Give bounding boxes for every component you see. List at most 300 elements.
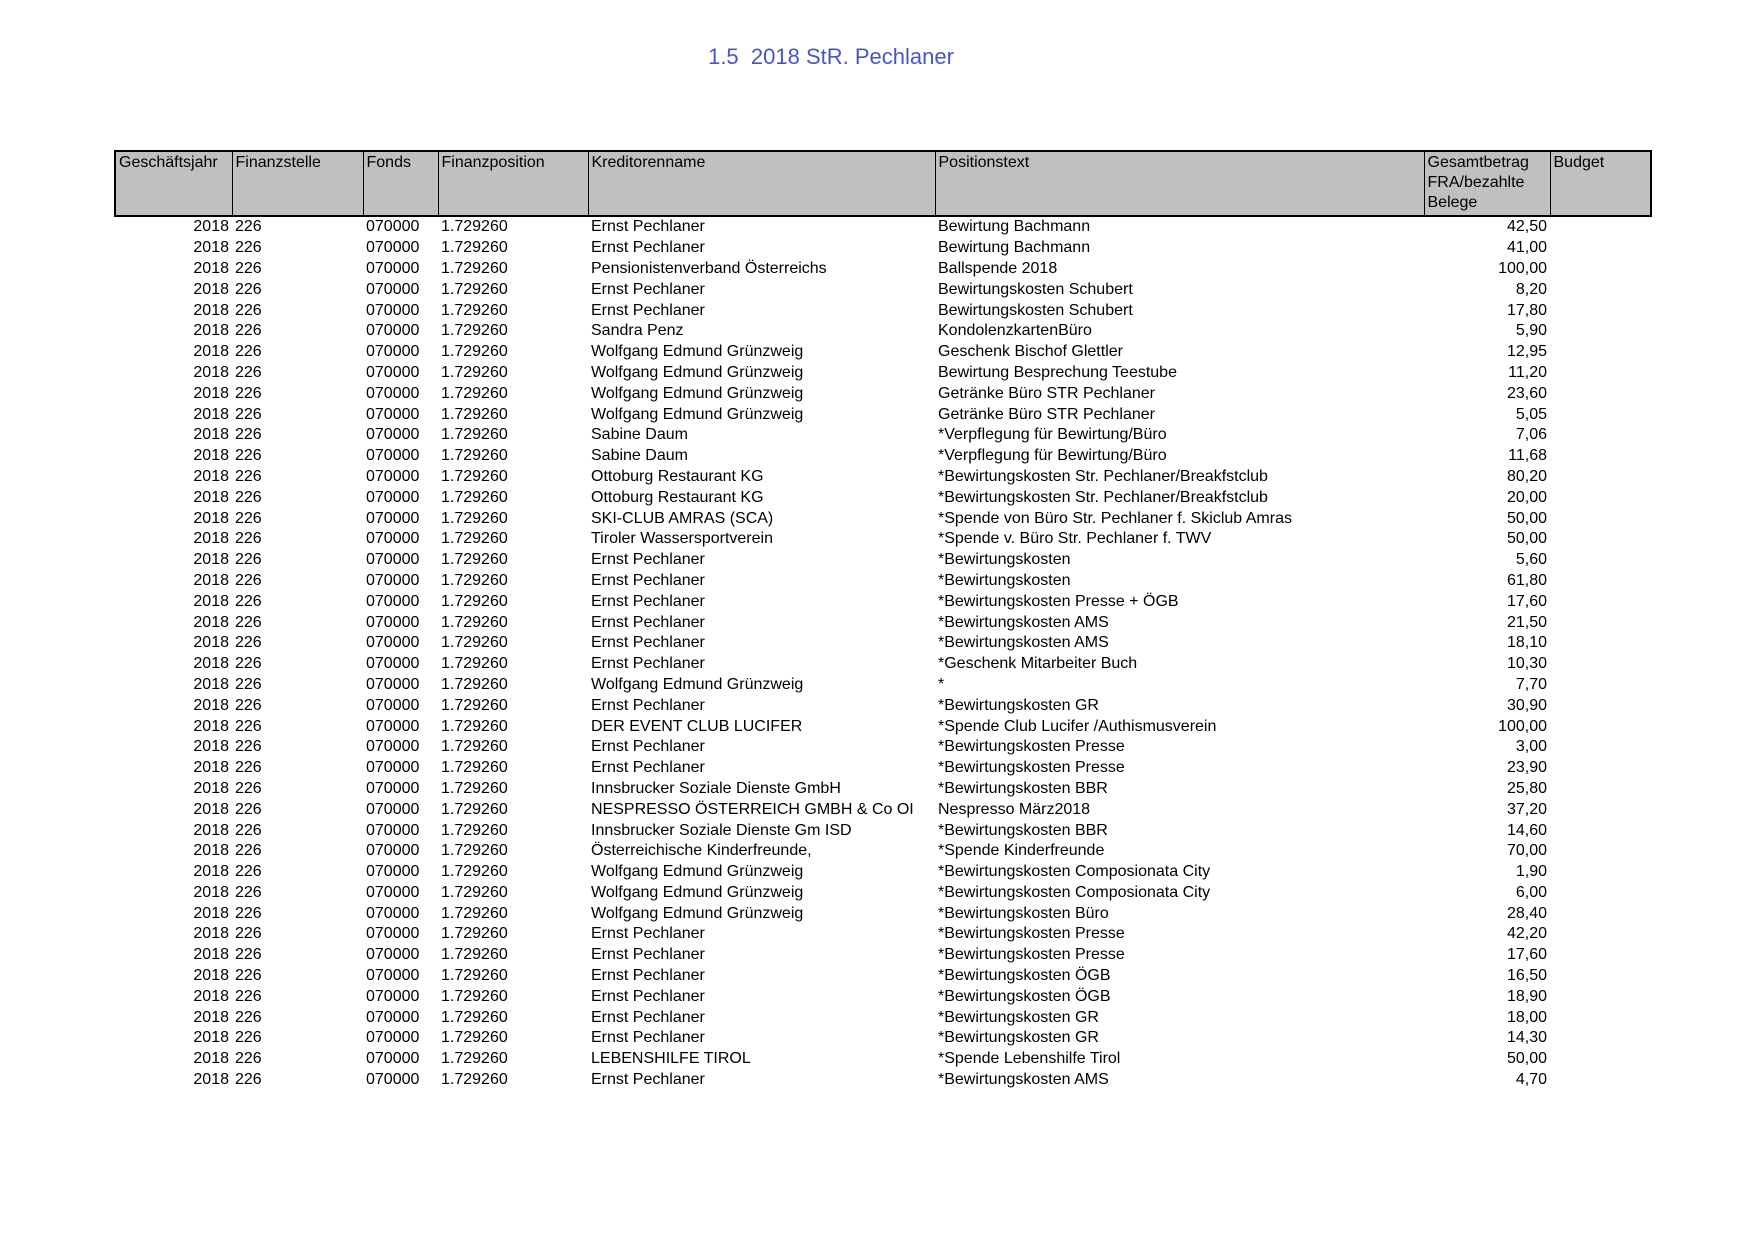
cell-geschaeftsjahr: 2018 [193, 613, 229, 631]
cell-budget [1550, 779, 1651, 800]
cell-fonds: 070000 [366, 259, 420, 277]
cell-finanzposition: 1.729260 [441, 863, 508, 881]
cell-positionstext: *Bewirtungskosten GR [938, 696, 1099, 714]
cell-fonds: 070000 [366, 738, 420, 756]
cell-gesamtbetrag: 10,30 [1506, 655, 1547, 673]
cell-budget [1550, 883, 1651, 904]
table-row [115, 883, 1651, 904]
cell-finanzstelle: 226 [235, 301, 262, 319]
cell-gesamtbetrag: 1,90 [1515, 863, 1547, 881]
cell-kreditorenname: Wolfgang Edmund Grünzweig [591, 675, 804, 693]
cell-budget [1550, 591, 1651, 612]
cell-finanzposition: 1.729260 [441, 322, 508, 340]
cell-finanzposition: 1.729260 [441, 488, 508, 506]
cell-fonds: 070000 [366, 1050, 420, 1068]
cell-fonds: 070000 [366, 613, 420, 631]
cell-geschaeftsjahr: 2018 [193, 738, 229, 756]
cell-gesamtbetrag: 28,40 [1506, 904, 1547, 922]
cell-finanzstelle: 226 [235, 800, 262, 818]
table-row [115, 737, 1651, 758]
cell-budget [1550, 945, 1651, 966]
cell-positionstext: *Spende Kinderfreunde [938, 842, 1105, 860]
cell-geschaeftsjahr: 2018 [193, 759, 229, 777]
cell-gesamtbetrag: 20,00 [1506, 488, 1547, 506]
cell-finanzposition: 1.729260 [441, 405, 508, 423]
cell-gesamtbetrag: 3,00 [1515, 738, 1547, 756]
cell-finanzposition: 1.729260 [441, 530, 508, 548]
cell-kreditorenname: Ernst Pechlaner [591, 592, 705, 610]
cell-finanzstelle: 226 [235, 883, 262, 901]
table-row [115, 862, 1651, 883]
cell-budget [1550, 862, 1651, 883]
cell-fonds: 070000 [366, 925, 420, 943]
table-row [115, 404, 1651, 425]
cell-budget [1550, 716, 1651, 737]
cell-geschaeftsjahr: 2018 [193, 405, 229, 423]
cell-gesamtbetrag: 18,00 [1506, 1008, 1547, 1026]
cell-finanzstelle: 226 [235, 696, 262, 714]
cell-positionstext: Nespresso März2018 [938, 800, 1091, 818]
cell-budget [1550, 446, 1651, 467]
cell-fonds: 070000 [366, 946, 420, 964]
table-row [115, 342, 1651, 363]
cell-fonds: 070000 [366, 530, 420, 548]
cell-fonds: 070000 [366, 592, 420, 610]
cell-fonds: 070000 [366, 821, 420, 839]
cell-fonds: 070000 [366, 675, 420, 693]
cell-finanzposition: 1.729260 [441, 426, 508, 444]
table-row [115, 945, 1651, 966]
table-row [115, 279, 1651, 300]
cell-fonds: 070000 [366, 1029, 420, 1047]
cell-finanzstelle: 226 [235, 488, 262, 506]
table-row [115, 675, 1651, 696]
cell-finanzstelle: 226 [235, 863, 262, 881]
table-row [115, 238, 1651, 259]
cell-geschaeftsjahr: 2018 [193, 447, 229, 465]
cell-positionstext: *Spende von Büro Str. Pechlaner f. Skiclub Amras [938, 509, 1292, 527]
cell-geschaeftsjahr: 2018 [193, 363, 229, 381]
cell-finanzstelle: 226 [235, 530, 262, 548]
cell-kreditorenname: Tiroler Wassersportverein [591, 530, 773, 548]
cell-finanzstelle: 226 [235, 946, 262, 964]
column-header-gesamtbetrag: Gesamtbetrag FRA/bezahlte Belege [1424, 151, 1550, 216]
cell-finanzposition: 1.729260 [441, 592, 508, 610]
cell-budget [1550, 550, 1651, 571]
cell-geschaeftsjahr: 2018 [193, 696, 229, 714]
cell-geschaeftsjahr: 2018 [193, 301, 229, 319]
cell-gesamtbetrag: 17,60 [1506, 592, 1547, 610]
cell-positionstext: Getränke Büro STR Pechlaner [938, 384, 1155, 402]
cell-budget [1550, 612, 1651, 633]
cell-finanzstelle: 226 [235, 717, 262, 735]
cell-kreditorenname: DER EVENT CLUB LUCIFER [591, 717, 803, 735]
cell-finanzstelle: 226 [235, 738, 262, 756]
cell-kreditorenname: SKI-CLUB AMRAS (SCA) [591, 509, 774, 527]
cell-budget [1550, 342, 1651, 363]
cell-geschaeftsjahr: 2018 [193, 987, 229, 1005]
cell-finanzstelle: 226 [235, 967, 262, 985]
cell-finanzstelle: 226 [235, 426, 262, 444]
table-row [115, 300, 1651, 321]
table-row [115, 425, 1651, 446]
cell-finanzposition: 1.729260 [441, 717, 508, 735]
cell-positionstext: Getränke Büro STR Pechlaner [938, 405, 1155, 423]
cell-geschaeftsjahr: 2018 [193, 509, 229, 527]
cell-positionstext: *Bewirtungskosten BBR [938, 821, 1108, 839]
cell-positionstext: *Bewirtungskosten AMS [938, 613, 1109, 631]
cell-finanzstelle: 226 [235, 592, 262, 610]
cell-positionstext: *Bewirtungskosten [938, 551, 1071, 569]
cell-geschaeftsjahr: 2018 [193, 592, 229, 610]
cell-gesamtbetrag: 18,90 [1506, 987, 1547, 1005]
cell-kreditorenname: Ernst Pechlaner [591, 1008, 705, 1026]
cell-kreditorenname: Wolfgang Edmund Grünzweig [591, 343, 804, 361]
table-row [115, 259, 1651, 280]
cell-fonds: 070000 [366, 447, 420, 465]
cell-finanzstelle: 226 [235, 904, 262, 922]
cell-finanzposition: 1.729260 [441, 613, 508, 631]
cell-budget [1550, 654, 1651, 675]
table-row [115, 966, 1651, 987]
cell-positionstext: *Bewirtungskosten Composionata City [938, 863, 1211, 881]
cell-budget [1550, 695, 1651, 716]
cell-kreditorenname: Ernst Pechlaner [591, 239, 705, 257]
cell-positionstext: *Bewirtungskosten Presse [938, 946, 1125, 964]
table-row [115, 467, 1651, 488]
cell-budget [1550, 383, 1651, 404]
cell-gesamtbetrag: 21,50 [1506, 613, 1547, 631]
cell-finanzposition: 1.729260 [441, 551, 508, 569]
cell-kreditorenname: Wolfgang Edmund Grünzweig [591, 363, 804, 381]
cell-positionstext: *Bewirtungskosten Presse [938, 925, 1125, 943]
cell-geschaeftsjahr: 2018 [193, 800, 229, 818]
cell-fonds: 070000 [366, 696, 420, 714]
cell-fonds: 070000 [366, 717, 420, 735]
cell-fonds: 070000 [366, 280, 420, 298]
cell-budget [1550, 820, 1651, 841]
cell-gesamtbetrag: 42,20 [1506, 925, 1547, 943]
cell-positionstext: *Spende Club Lucifer /Authismusverein [938, 717, 1217, 735]
cell-budget [1550, 238, 1651, 259]
cell-kreditorenname: Ottoburg Restaurant KG [591, 467, 764, 485]
cell-gesamtbetrag: 5,60 [1515, 551, 1547, 569]
cell-finanzposition: 1.729260 [441, 571, 508, 589]
cell-kreditorenname: Wolfgang Edmund Grünzweig [591, 405, 804, 423]
cell-finanzstelle: 226 [235, 987, 262, 1005]
cell-budget [1550, 633, 1651, 654]
cell-positionstext: Ballspende 2018 [938, 259, 1058, 277]
cell-finanzposition: 1.729260 [441, 343, 508, 361]
cell-kreditorenname: Ernst Pechlaner [591, 738, 705, 756]
cell-positionstext: * [938, 675, 945, 693]
cell-finanzstelle: 226 [235, 821, 262, 839]
cell-kreditorenname: Innsbrucker Soziale Dienste GmbH [591, 779, 841, 797]
cell-finanzposition: 1.729260 [441, 675, 508, 693]
cell-kreditorenname: Ernst Pechlaner [591, 571, 705, 589]
cell-finanzposition: 1.729260 [441, 634, 508, 652]
cell-geschaeftsjahr: 2018 [193, 1050, 229, 1068]
cell-fonds: 070000 [366, 218, 420, 236]
cell-kreditorenname: LEBENSHILFE TIROL [591, 1050, 751, 1068]
cell-kreditorenname: Ernst Pechlaner [591, 301, 705, 319]
table-row [115, 529, 1651, 550]
cell-budget [1550, 1070, 1651, 1091]
cell-positionstext: *Spende Lebenshilfe Tirol [938, 1050, 1121, 1068]
cell-positionstext: *Bewirtungskosten ÖGB [938, 967, 1111, 985]
column-header-geschaeftsjahr: Geschäftsjahr [115, 151, 232, 216]
table-row [115, 321, 1651, 342]
cell-finanzposition: 1.729260 [441, 1071, 508, 1089]
cell-gesamtbetrag: 50,00 [1506, 1050, 1547, 1068]
cell-finanzposition: 1.729260 [441, 946, 508, 964]
cell-fonds: 070000 [366, 987, 420, 1005]
cell-finanzposition: 1.729260 [441, 696, 508, 714]
cell-fonds: 070000 [366, 301, 420, 319]
table-row [115, 903, 1651, 924]
cell-geschaeftsjahr: 2018 [193, 1029, 229, 1047]
cell-finanzstelle: 226 [235, 842, 262, 860]
cell-geschaeftsjahr: 2018 [193, 426, 229, 444]
cell-finanzstelle: 226 [235, 509, 262, 527]
cell-fonds: 070000 [366, 759, 420, 777]
cell-fonds: 070000 [366, 426, 420, 444]
cell-kreditorenname: Ernst Pechlaner [591, 655, 705, 673]
cell-positionstext: Bewirtung Besprechung Teestube [938, 363, 1177, 381]
cell-fonds: 070000 [366, 904, 420, 922]
cell-gesamtbetrag: 14,60 [1506, 821, 1547, 839]
cell-positionstext: *Bewirtungskosten AMS [938, 634, 1109, 652]
cell-positionstext: Bewirtung Bachmann [938, 218, 1091, 236]
table-row [115, 591, 1651, 612]
cell-fonds: 070000 [366, 571, 420, 589]
cell-fonds: 070000 [366, 467, 420, 485]
cell-kreditorenname: Ernst Pechlaner [591, 1029, 705, 1047]
cell-geschaeftsjahr: 2018 [193, 634, 229, 652]
cell-budget [1550, 903, 1651, 924]
cell-finanzstelle: 226 [235, 447, 262, 465]
cell-gesamtbetrag: 12,95 [1506, 343, 1547, 361]
cell-budget [1550, 259, 1651, 280]
cell-finanzposition: 1.729260 [441, 1008, 508, 1026]
cell-fonds: 070000 [366, 967, 420, 985]
cell-budget [1550, 487, 1651, 508]
cell-gesamtbetrag: 8,20 [1515, 280, 1547, 298]
cell-budget [1550, 675, 1651, 696]
cell-geschaeftsjahr: 2018 [193, 1008, 229, 1026]
cell-positionstext: *Bewirtungskosten BBR [938, 779, 1108, 797]
table-row [115, 924, 1651, 945]
cell-finanzstelle: 226 [235, 239, 262, 257]
cell-finanzposition: 1.729260 [441, 363, 508, 381]
table-row [115, 716, 1651, 737]
cell-finanzposition: 1.729260 [441, 779, 508, 797]
cell-fonds: 070000 [366, 239, 420, 257]
cell-geschaeftsjahr: 2018 [193, 655, 229, 673]
cell-budget [1550, 571, 1651, 592]
cell-fonds: 070000 [366, 655, 420, 673]
cell-geschaeftsjahr: 2018 [193, 1071, 229, 1089]
table-header-row [115, 151, 1651, 216]
cell-finanzposition: 1.729260 [441, 842, 508, 860]
cell-finanzstelle: 226 [235, 551, 262, 569]
cell-geschaeftsjahr: 2018 [193, 280, 229, 298]
table-row [115, 758, 1651, 779]
cell-gesamtbetrag: 16,50 [1506, 967, 1547, 985]
cell-kreditorenname: Österreichische Kinderfreunde, [591, 842, 812, 860]
cell-geschaeftsjahr: 2018 [193, 259, 229, 277]
cell-positionstext: Geschenk Bischof Glettler [938, 343, 1123, 361]
cell-positionstext: *Bewirtungskosten Str. Pechlaner/Breakfstclub [938, 467, 1268, 485]
table-row [115, 779, 1651, 800]
cell-budget [1550, 300, 1651, 321]
cell-fonds: 070000 [366, 363, 420, 381]
table-row [115, 363, 1651, 384]
cell-gesamtbetrag: 23,60 [1506, 384, 1547, 402]
table-row [115, 1049, 1651, 1070]
cell-fonds: 070000 [366, 509, 420, 527]
cell-budget [1550, 425, 1651, 446]
cell-finanzposition: 1.729260 [441, 738, 508, 756]
cell-positionstext: *Verpflegung für Bewirtung/Büro [938, 447, 1167, 465]
cell-gesamtbetrag: 5,05 [1515, 405, 1547, 423]
cell-finanzposition: 1.729260 [441, 904, 508, 922]
table-row [115, 383, 1651, 404]
cell-positionstext: *Bewirtungskosten GR [938, 1029, 1099, 1047]
cell-budget [1550, 279, 1651, 300]
cell-gesamtbetrag: 80,20 [1506, 467, 1547, 485]
cell-finanzposition: 1.729260 [441, 467, 508, 485]
cell-finanzstelle: 226 [235, 363, 262, 381]
cell-geschaeftsjahr: 2018 [193, 384, 229, 402]
column-header-kreditorenname: Kreditorenname [588, 151, 935, 216]
cell-finanzposition: 1.729260 [441, 800, 508, 818]
cell-budget [1550, 986, 1651, 1007]
cell-finanzposition: 1.729260 [441, 280, 508, 298]
cell-geschaeftsjahr: 2018 [193, 551, 229, 569]
cell-positionstext: *Bewirtungskosten Büro [938, 904, 1109, 922]
cell-kreditorenname: Wolfgang Edmund Grünzweig [591, 863, 804, 881]
table-row [115, 654, 1651, 675]
page-title: 1.5 2018 StR. Pechlaner [708, 44, 954, 69]
cell-gesamtbetrag: 25,80 [1506, 779, 1547, 797]
cell-kreditorenname: Ernst Pechlaner [591, 696, 705, 714]
cell-kreditorenname: Ernst Pechlaner [591, 759, 705, 777]
cell-budget [1550, 216, 1651, 238]
cell-geschaeftsjahr: 2018 [193, 239, 229, 257]
cell-budget [1550, 737, 1651, 758]
column-header-finanzposition: Finanzposition [438, 151, 588, 216]
cell-geschaeftsjahr: 2018 [193, 322, 229, 340]
cell-kreditorenname: Wolfgang Edmund Grünzweig [591, 883, 804, 901]
cell-fonds: 070000 [366, 779, 420, 797]
cell-geschaeftsjahr: 2018 [193, 821, 229, 839]
cell-finanzstelle: 226 [235, 1071, 262, 1089]
table-row [115, 695, 1651, 716]
cell-positionstext: *Bewirtungskosten Presse [938, 738, 1125, 756]
cell-finanzposition: 1.729260 [441, 218, 508, 236]
cell-finanzstelle: 226 [235, 779, 262, 797]
cell-fonds: 070000 [366, 1071, 420, 1089]
table-row [115, 571, 1651, 592]
cell-fonds: 070000 [366, 634, 420, 652]
cell-kreditorenname: Wolfgang Edmund Grünzweig [591, 384, 804, 402]
cell-kreditorenname: Wolfgang Edmund Grünzweig [591, 904, 804, 922]
cell-geschaeftsjahr: 2018 [193, 863, 229, 881]
table-row [115, 799, 1651, 820]
cell-kreditorenname: Ernst Pechlaner [591, 925, 705, 943]
table-row [115, 841, 1651, 862]
cell-finanzstelle: 226 [235, 1050, 262, 1068]
cell-fonds: 070000 [366, 800, 420, 818]
cell-fonds: 070000 [366, 863, 420, 881]
cell-kreditorenname: Sabine Daum [591, 426, 688, 444]
cell-geschaeftsjahr: 2018 [193, 571, 229, 589]
cell-finanzstelle: 226 [235, 925, 262, 943]
cell-budget [1550, 467, 1651, 488]
cell-gesamtbetrag: 17,60 [1506, 946, 1547, 964]
cell-finanzposition: 1.729260 [441, 384, 508, 402]
cell-kreditorenname: Ernst Pechlaner [591, 987, 705, 1005]
cell-budget [1550, 1007, 1651, 1028]
table-row [115, 487, 1651, 508]
cell-finanzstelle: 226 [235, 613, 262, 631]
cell-geschaeftsjahr: 2018 [193, 904, 229, 922]
cell-finanzstelle: 226 [235, 675, 262, 693]
table-row [115, 550, 1651, 571]
cell-kreditorenname: Ernst Pechlaner [591, 946, 705, 964]
cell-finanzposition: 1.729260 [441, 759, 508, 777]
cell-finanzposition: 1.729260 [441, 987, 508, 1005]
cell-gesamtbetrag: 6,00 [1515, 883, 1547, 901]
cell-gesamtbetrag: 100,00 [1498, 259, 1547, 277]
cell-geschaeftsjahr: 2018 [193, 530, 229, 548]
cell-positionstext: *Bewirtungskosten GR [938, 1008, 1099, 1026]
cell-kreditorenname: Sabine Daum [591, 447, 688, 465]
cell-kreditorenname: Ernst Pechlaner [591, 551, 705, 569]
table-row [115, 986, 1651, 1007]
cell-budget [1550, 841, 1651, 862]
table-row [115, 633, 1651, 654]
column-header-finanzstelle: Finanzstelle [232, 151, 363, 216]
cell-kreditorenname: Ernst Pechlaner [591, 967, 705, 985]
cell-finanzstelle: 226 [235, 343, 262, 361]
cell-fonds: 070000 [366, 343, 420, 361]
cell-geschaeftsjahr: 2018 [193, 925, 229, 943]
cell-finanzposition: 1.729260 [441, 1050, 508, 1068]
column-header-budget: Budget [1550, 151, 1651, 216]
table-row [115, 216, 1651, 238]
cell-finanzposition: 1.729260 [441, 883, 508, 901]
table-row [115, 1007, 1651, 1028]
cell-budget [1550, 758, 1651, 779]
cell-finanzstelle: 226 [235, 634, 262, 652]
cell-finanzstelle: 226 [235, 280, 262, 298]
cell-geschaeftsjahr: 2018 [193, 343, 229, 361]
cell-budget [1550, 508, 1651, 529]
cell-finanzstelle: 226 [235, 655, 262, 673]
cell-finanzposition: 1.729260 [441, 925, 508, 943]
cell-finanzposition: 1.729260 [441, 967, 508, 985]
cell-fonds: 070000 [366, 384, 420, 402]
cell-budget [1550, 529, 1651, 550]
cell-positionstext: *Spende v. Büro Str. Pechlaner f. TWV [938, 530, 1212, 548]
table-row [115, 446, 1651, 467]
cell-budget [1550, 966, 1651, 987]
cell-geschaeftsjahr: 2018 [193, 779, 229, 797]
cell-kreditorenname: Innsbrucker Soziale Dienste Gm ISD [591, 821, 852, 839]
cell-kreditorenname: Sandra Penz [591, 322, 684, 340]
